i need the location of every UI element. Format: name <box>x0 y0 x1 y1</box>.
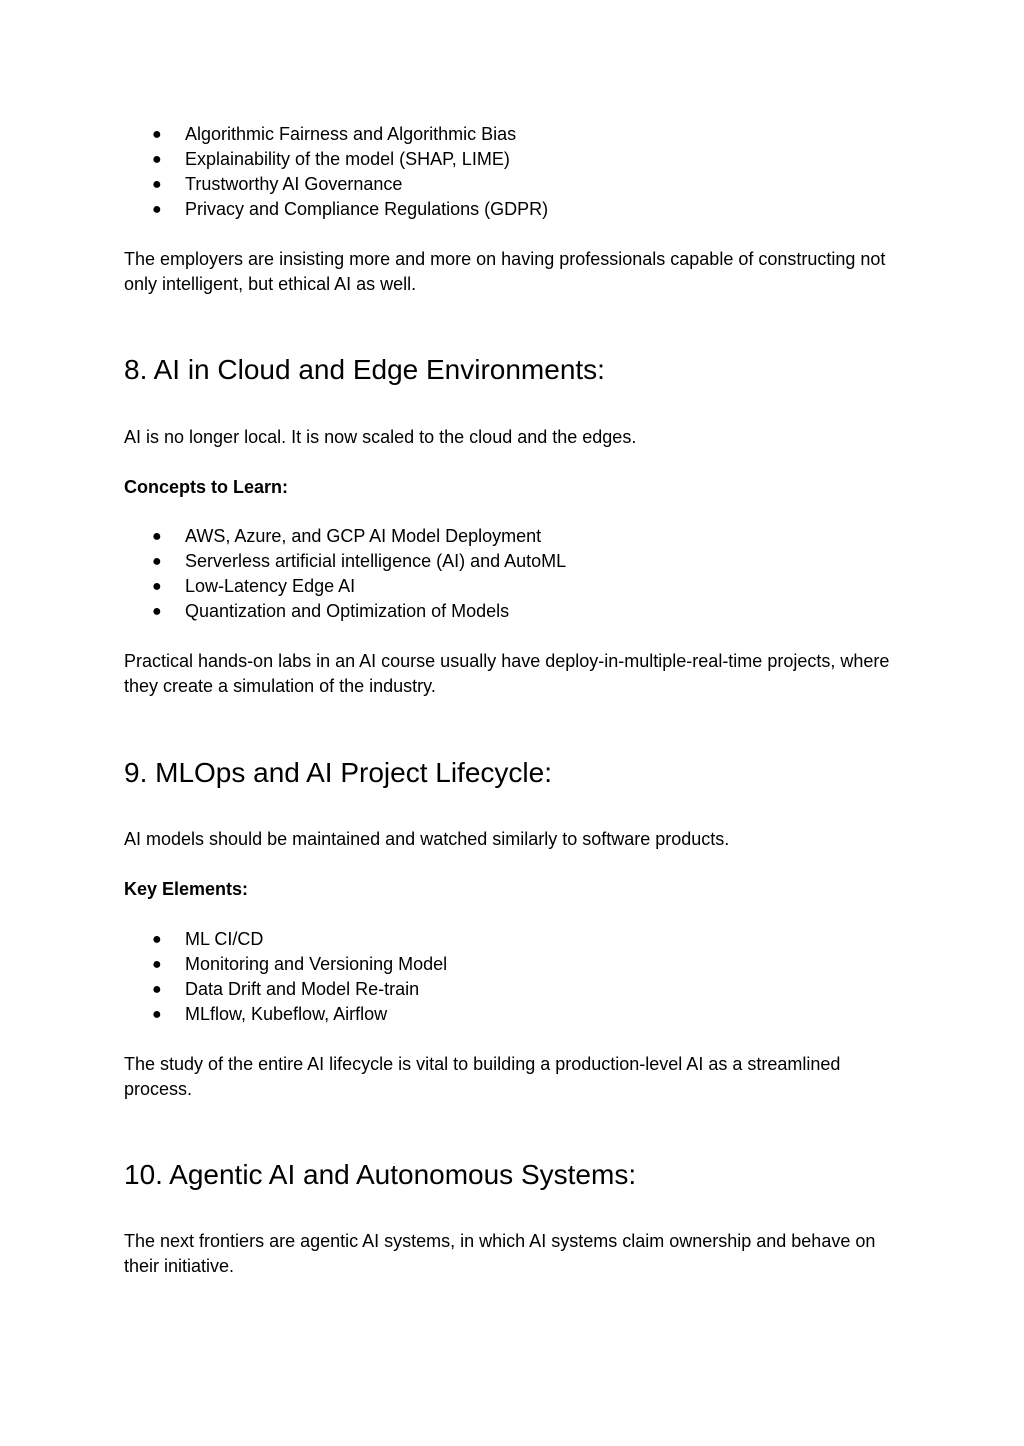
bullet-icon: ● <box>152 553 162 570</box>
list-item: ● Privacy and Compliance Regulations (GDPR) <box>124 197 900 222</box>
bullet-icon: ● <box>152 176 162 193</box>
bullet-icon: ● <box>152 956 162 973</box>
section-8-bullet-list <box>124 524 900 624</box>
section-10-heading: 10. Agentic AI and Autonomous Systems: <box>124 1159 637 1190</box>
list-item: ● Quantization and Optimization of Models <box>124 599 900 624</box>
list-item: ● Monitoring and Versioning Model <box>124 952 900 977</box>
bullet-icon: ● <box>152 931 162 948</box>
section-8-heading: 8. AI in Cloud and Edge Environments: <box>124 354 605 385</box>
bullet-icon: ● <box>152 201 162 218</box>
list-item: ● Data Drift and Model Re-train <box>124 977 900 1002</box>
bullet-icon: ● <box>152 151 162 168</box>
list-item: ● Trustworthy AI Governance <box>124 172 900 197</box>
section-9-closing: The study of the entire AI lifecycle is vital to building a production-level AI as a streamlined process. <box>124 1054 841 1099</box>
section-8-closing: Practical hands-on labs in an AI course usually have deploy-in-multiple-real-time projects, where they create a simulation of the industry. <box>124 651 890 696</box>
bullet-icon: ● <box>152 603 162 620</box>
list-item: ● Algorithmic Fairness and Algorithmic Bias <box>124 122 900 147</box>
bullet-icon: ● <box>152 1006 162 1023</box>
list-item: ● Serverless artificial intelligence (AI) and AutoML <box>124 549 900 574</box>
list-item: ● MLflow, Kubeflow, Airflow <box>124 1002 900 1027</box>
list-item: ● AWS, Azure, and GCP AI Model Deployment <box>124 524 900 549</box>
section-9-label: Key Elements: <box>124 879 249 899</box>
section-9-bullet-list <box>124 927 900 1027</box>
bullet-icon: ● <box>152 981 162 998</box>
ethics-bullet-list <box>124 122 900 222</box>
section-9-intro: AI models should be maintained and watched similarly to software products. <box>124 829 730 849</box>
list-item: ● Low-Latency Edge AI <box>124 574 900 599</box>
section-10-intro: The next frontiers are agentic AI systems, in which AI systems claim ownership and behave on their initiative. <box>124 1231 876 1276</box>
ethics-closing-paragraph: The employers are insisting more and more on having professionals capable of constructing not only intelligent, but ethical AI as well. <box>124 249 886 294</box>
section-8-label: Concepts to Learn: <box>124 477 289 497</box>
bullet-icon: ● <box>152 126 162 143</box>
section-8-intro: AI is no longer local. It is now scaled to the cloud and the edges. <box>124 427 637 447</box>
section-9-heading: 9. MLOps and AI Project Lifecycle: <box>124 757 552 788</box>
list-item: ● ML CI/CD <box>124 927 900 952</box>
list-item: ● Explainability of the model (SHAP, LIME) <box>124 147 900 172</box>
bullet-icon: ● <box>152 528 162 545</box>
bullet-icon: ● <box>152 578 162 595</box>
